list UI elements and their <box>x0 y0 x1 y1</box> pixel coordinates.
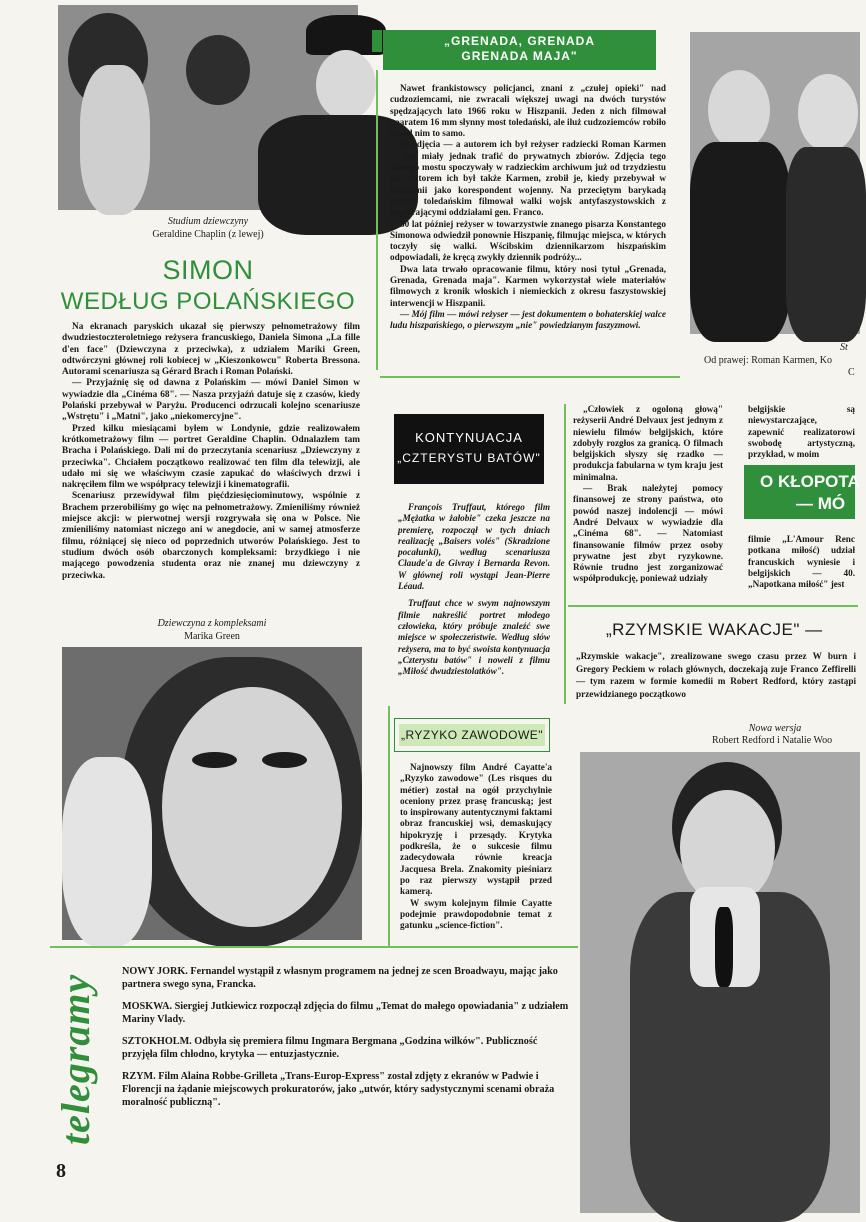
telegramy-label: telegramy <box>53 973 98 1145</box>
kontynuacja-side-rule <box>564 404 566 704</box>
caption-karmen-name: Od prawej: Roman Karmen, Ko <box>704 355 833 366</box>
delvaux-right-fragment: belgijskie są niewystarczające, zapewnić realizatorowi swobodę artystyczną, przykład, w moim <box>748 404 855 460</box>
grenada-para-1: Nawet frankistowscy policjanci, znani z „czułej opieki" nad cudzoziemcami, nie zwracali większej uwagi na dwóch turystów spędzających lato 1966 roku w Hiszpanii. Jeden z nich filmował aparatem 16 mm słynny most toledański, ale iluż cudzoziemców robiło przed nim to samo. <box>390 83 666 139</box>
caption-chaplin-title: Studium dziewczyny <box>167 216 249 227</box>
telegramy-top-rule <box>50 946 578 948</box>
kontynuacja-title-line2: „CZTERYSTU BATÓW" <box>397 451 541 465</box>
kontynuacja-title-line1: KONTYNUACJA <box>415 430 523 445</box>
telegram-text-1: Fernandel wystąpił z własnym programem na jednej ze scen Broadwayu, mając jako partnera swego syna, Francka. <box>122 966 558 990</box>
telegram-text-3: Odbyła się premiera filmu Ingmara Bergmana „Godzina wilków". Publiczność przyjęła film chłodno, krytyka — entuzjastycznie. <box>122 1036 538 1060</box>
caption-green-title: Dziewczyna z kompleksami <box>157 618 267 629</box>
simon-title-line1: SIMON <box>162 255 254 285</box>
caption-green-name: Marika Green <box>184 631 240 642</box>
klopoty-title-box <box>744 465 860 519</box>
delvaux-body <box>573 404 723 585</box>
telegram-city-4: RZYM. <box>122 1071 156 1082</box>
kontynuacja-para-2: Truffaut chce w swym najnowszym filmie nakreślić portret młodego człowieka, który próbuje znaleźć swe miejsce w społeczeństwie. Według słów reżysera, ma to być swoista kontynuacja „Czterystu batów" i noweli z filmu „Miłość dwudziestolatków". <box>398 598 550 677</box>
ryzyko-body <box>400 762 552 931</box>
telegramy-list <box>122 965 570 1118</box>
telegram-text-2: Siergiej Jutkiewicz rozpoczął zdjęcia do filmu „Temat do małego opowiadania" z udziałem Mariny Vlady. <box>122 1001 569 1025</box>
ryzyko-side-rule <box>388 706 390 946</box>
ryzyko-para-1: Najnowszy film André Cayatte'a „Ryzyko zawodowe" (Les risques du métier) został na ogół przychylnie oceniony przez prasę francuską; jest to inspirowany autentycznymi faktami obraz francuskiej wsi, demaskujący hipokryzję i przesądy. Krytyka podkreśla, że o sukcesie filmu zadecydowała równie kreacja Jacquesa Brela. Znakomity pieśniarz po raz pierwszy wystąpił przed kamerą. <box>400 762 552 897</box>
telegram-item-1 <box>122 965 570 991</box>
simon-para-4: Scenariusz przewidywał film pięćdziesięciominutowy, wspólnie z Brachem przerobiliśmy go więc na pełnometrażowy. Zmieniliśmy również miejsce akcji: w pierwotnej wersji rozgrywała się ona w Polsce. Nie zmieniliśmy natomiast niczego ani w anegdocie, ani w samej atmosferze filmu, różniącej się nieco od poprzednich utworów Polańskiego. Jest to studium dwóch osób obarczonych kompleksami: brzydkiego i nie mającego powodzenia studenta oraz nie znanej mu dziewczyny z przeciwka. <box>62 491 360 581</box>
rzymskie-top-rule <box>568 605 858 607</box>
simon-body <box>62 322 360 582</box>
simon-title-line2: WEDŁUG POLAŃSKIEGO <box>60 288 356 315</box>
caption-karmen-title: St <box>840 342 848 353</box>
caption-redford-title: Nowa wersja <box>748 723 802 734</box>
telegram-item-3 <box>122 1035 570 1061</box>
telegram-city-1: NOWY JORK. <box>122 966 188 977</box>
grenada-para-3: 30 lat później reżyser w towarzystwie znanego pisarza Konstantego Simonowa odwiedził ponownie Hiszpanię, filmując miejsca, w których toczyły się walki. Wścibskim dziennikarzom hiszpańskim odpowiadali, że kręcą zwykły dziennik podróży... <box>390 218 666 263</box>
simon-para-3: Przed kilku miesiącami byłem w Londynie, gdzie realizowałem krótkometrażowy film — portret Geraldine Chaplin. Odnalazłem tam Bracha i Polańskiego. Dali mi do przeczytania scenariusz „Dziewczyny z przeciwka". Chciałem początkowo realizować ten film dla telewizji, ale udało mi się we właściwym czasie zapukać do właściwych drzwi i nakręciłem film we współpracy telewizji i kinematografii. <box>62 423 360 491</box>
telegram-city-2: MOSKWA. <box>122 1001 173 1012</box>
page-number: 8 <box>56 1160 66 1182</box>
grenada-title-line2: GRENADA MAJA" <box>461 49 578 63</box>
grenada-para-2: Te zdjęcia — a autorem ich był reżyser radziecki Roman Karmen — nie miały jednak trafić do prywatnych zbiorów. Zdjęcia tego samego mostu spoczywały w radzieckim archiwum już od trzydziestu lat. Autorem ich był także Karmen, zrobił je, kiedy przebywał w Hiszpanii jako korespondent wojenny. Na przeciętym barykadą moście toledańskim filmował walki wojsk antyfaszystowskich z napierającymi oddziałami gen. Franco. <box>390 139 666 218</box>
klopoty-title-line1: O KŁOPOTA <box>760 472 860 491</box>
photo-robert-redford <box>580 752 860 1213</box>
rzymskie-title: „RZYMSKIE WAKACJE" — <box>606 620 823 639</box>
caption-chaplin-name: Geraldine Chaplin (z lewej) <box>152 229 264 240</box>
photo-marika-green <box>62 647 362 940</box>
klopoty-body: filmie „L'Amour Renc potkana miłość) udział francuskich wyniesie i belgijskich — 40. „Napotkana miłość" jest <box>748 534 855 590</box>
kontynuacja-body <box>398 502 550 677</box>
simon-para-1: Na ekranach paryskich ukazał się pierwszy pełnometrażowy film dwudziestoczteroletniego reżysera francuskiego, Daniela Simona „La fille d'en face" (Dziewczyna z przeciwka), z udziałem Mariki Green, odtwórczyni głównej roli kobiecej w „Kieszonkowcu" Roberta Bressona. Autorami scenariusza są Gérard Brach i Roman Polański. <box>62 322 360 378</box>
caption-redford-name: Robert Redford i Natalie Woo <box>712 735 833 746</box>
grenada-para-4: Dwa lata trwało opracowanie filmu, który nosi tytuł „Grenada, Grenada, Grenada maja". Karmen wykorzystał wiele materiałów filmowych z kronik włoskich i niemieckich z okresu faszystowskiej interwencji w Hiszpanii. <box>390 263 666 308</box>
simon-para-2: — Przyjaźnię się od dawna z Polańskim — mówi Daniel Simon w wywiadzie dla „Cinéma 68". — Nasza przyjaźń datuje się z czasów, kiedy Polański przebywał w Paryżu. Producenci odrzucali kolejno scenariusze „Wstrętu" i „Matni", jako „niekomercyjne". <box>62 378 360 423</box>
delvaux-para-2: — Brak należytej pomocy finansowej ze strony państwa, oto powód naszej indolencji — mówi André Delvaux w wywiadzie dla „Cinéma 68". — Natomiast finansowanie filmów przez osoby prywatne jest zbyt ryzykowne. Równie trudno jest zorganizować współprodukcję, ponieważ udziały <box>573 483 723 584</box>
grenada-top-rule <box>372 30 382 52</box>
ryzyko-title: „RYZYKO ZAWODOWE" <box>400 728 544 742</box>
photo-roman-karmen <box>690 32 860 334</box>
telegram-text-4: Film Alaina Robbe-Grilleta „Trans-Europ-Express" został zdjęty z ekranów w Padwie i Florencji na żądanie miejscowych prokuratorów, jako „utwór, który sadystycznymi scenami obraża moralność publiczną". <box>122 1071 555 1108</box>
ryzyko-para-2: W swym kolejnym filmie Cayatte podejmie prawdopodobnie temat z gatunku „science-fiction". <box>400 897 552 931</box>
telegram-item-2 <box>122 1000 570 1026</box>
telegram-city-3: SZTOKHOLM. <box>122 1036 192 1047</box>
grenada-body <box>390 83 666 332</box>
kontynuacja-title-box <box>394 414 544 484</box>
ryzyko-title-box <box>394 718 550 752</box>
telegram-item-4 <box>122 1070 570 1109</box>
grenada-title-line1: „GRENADA, GRENADA <box>443 34 595 48</box>
grenada-side-rule <box>376 70 378 370</box>
photo-geraldine-chaplin <box>58 5 358 210</box>
grenada-para-5: — Mój film — mówi reżyser — jest dokumentem o bohaterskiej walce ludu hiszpańskiego, o pierwszym „nie" powiedzianym faszyzmowi. <box>390 308 666 331</box>
kontynuacja-para-1: François Truffaut, którego film „Mężatka w żałobie" czeka jeszcze na premierę, rozpoczął w tych dniach realizację „Baisers volés" (Skradzione pocałunki), według scenariusza Claude'a de Givray i Bernarda Revon. W głównej roli wystąpi Jean-Pierre Léaud. <box>398 502 550 592</box>
grenada-title-box <box>383 30 656 70</box>
caption-karmen-extra: C <box>848 367 855 378</box>
klopoty-title-line2: — MÓ <box>796 494 846 513</box>
delvaux-para-1: „Człowiek z ogoloną głową" reżyserii André Delvaux jest jednym z niewielu filmów belgijskich, które zdobyły rozgłos za granicą. O filmach belgijskich słyszy się rzadko — produkcja fabularna w tym kraju jest minimalna. <box>573 404 723 482</box>
rzymskie-body: „Rzymskie wakacje", zrealizowane swego czasu przez W burn i Gregory Peckiem w rolach głównych, doczekają zuje Franco Zeffirelli — tym razem w formie komedii m Robert Redford, który zastąpi przewidzianego początkowo <box>576 651 856 699</box>
grenada-bottom-rule <box>380 376 680 378</box>
